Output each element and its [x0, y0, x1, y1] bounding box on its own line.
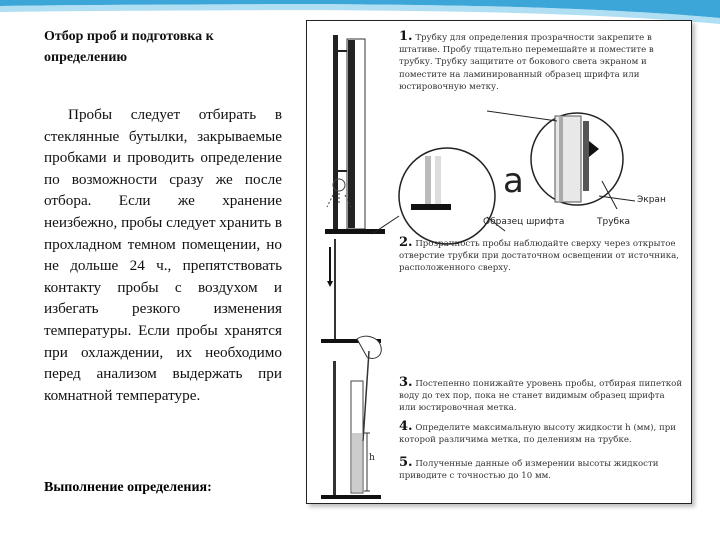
stand-3	[321, 361, 381, 499]
step-1	[399, 31, 683, 93]
sampling-heading: Отбор проб и подготовка к определению	[44, 29, 214, 65]
label-tube: Трубка	[597, 217, 631, 227]
hand-pipette-icon	[357, 336, 381, 441]
magnifier-font-sample	[372, 148, 505, 244]
step-1-number: 1.	[399, 29, 413, 44]
label-screen: Экран	[637, 195, 666, 205]
step-3-number: 3.	[399, 375, 413, 390]
step-3	[399, 377, 683, 415]
sampling-paragraph: Пробы следует отбирать в стеклянные бутылки, закрываемые пробками и проводить определение по возможности сразу же после отбора. Если же хранение неизбежно, пробы следует хранить в прохладном темном помещении, но не дольше 24 ч., препятствовать контакту пробы с воздухом и избегать резкого изменения температуры. Если пробы хранятся при охлаждении, их необходимо перед анализом выдержать при комнатной температуре.	[44, 106, 282, 404]
procedure-heading: Выполнение определения:	[44, 480, 212, 495]
step-5	[399, 457, 683, 482]
step-2-text: Прозрачность пробы наблюдайте сверху через открытое отверстие трубки при достаточном освещении от источника, расположенного сверху.	[399, 239, 679, 274]
step-3-text: Постепенно понижайте уровень пробы, отбирая пипеткой воду до тех пор, пока не станет видимым образец шрифта или юстировочная метка.	[399, 379, 683, 414]
step-4-number: 4.	[399, 419, 413, 434]
step-4	[399, 421, 683, 446]
step-2	[399, 237, 683, 275]
label-h: h	[369, 453, 375, 463]
step-1-text: Трубку для определения прозрачности закрепите в штативе. Пробу тщательно перемешайте и поместите в трубку. Трубку защитите от бокового света экраном и поместите на ламинированный образец шрифта или юстировочную метку.	[399, 33, 654, 92]
label-font-sample: Образец шрифта	[483, 217, 565, 227]
label-letter-a: a	[503, 161, 524, 201]
step-4-text: Определите максимальную высоту жидкости h (мм), при которой различима метка, по делениям на трубке.	[399, 423, 676, 446]
instruction-figure	[306, 20, 692, 504]
stand-2	[321, 239, 381, 343]
step-5-number: 5.	[399, 455, 413, 470]
step-2-number: 2.	[399, 235, 413, 250]
step-5-text: Полученные данные об измерении высоты жидкости приводите с точностью до 10 мм.	[399, 459, 659, 482]
text-column	[44, 26, 282, 406]
stand-1	[325, 35, 385, 234]
